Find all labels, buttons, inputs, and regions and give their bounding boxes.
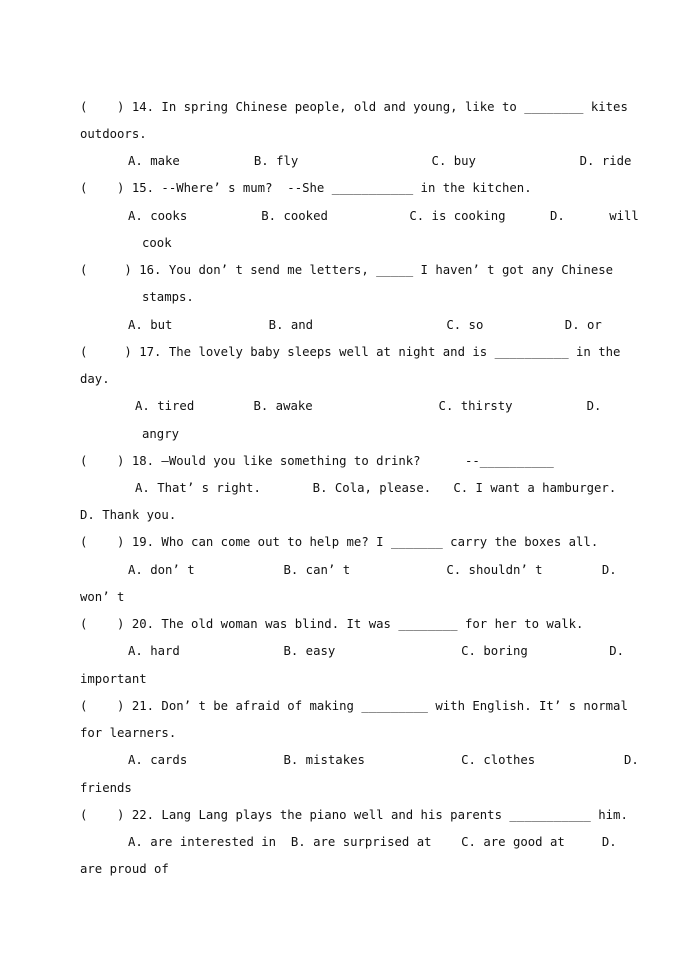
q18-options-cont: D. Thank you. <box>80 508 177 522</box>
q19-options: A. don’ t B. can’ t C. shouldn’ t D. <box>128 563 617 577</box>
q20-options-cont: important <box>80 672 147 686</box>
q16-options: A. but B. and C. so D. or <box>128 318 602 332</box>
q17-stem: ( ) 17. The lovely baby sleeps well at night and is __________ in the <box>80 345 621 359</box>
q14-stem: ( ) 14. In spring Chinese people, old and young, like to ________ kites <box>80 100 628 114</box>
q20-options: A. hard B. easy C. boring D. <box>128 644 625 658</box>
q15-options-cont: cook <box>142 236 172 250</box>
q15-options: A. cooks B. cooked C. is cooking D. will <box>128 209 639 223</box>
q18-stem: ( ) 18. –Would you like something to drink? --__________ <box>80 454 554 468</box>
q21-options-cont: friends <box>80 781 132 795</box>
q20-stem: ( ) 20. The old woman was blind. It was ________ for her to walk. <box>80 617 584 631</box>
q14-stem-cont: outdoors. <box>80 127 147 141</box>
q19-stem: ( ) 19. Who can come out to help me? I _______ carry the boxes all. <box>80 535 599 549</box>
q22-options: A. are interested in B. are surprised at C. are good at D. <box>128 835 617 849</box>
q21-stem: ( ) 21. Don’ t be afraid of making _________ with English. It’ s normal <box>80 699 628 713</box>
q17-options-cont: angry <box>142 427 180 441</box>
q22-stem: ( ) 22. Lang Lang plays the piano well and his parents ___________ him. <box>80 808 628 822</box>
q22-options-cont: are proud of <box>80 862 169 876</box>
q17-options: A. tired B. awake C. thirsty D. <box>135 399 602 413</box>
q19-options-cont: won’ t <box>80 590 125 604</box>
q16-stem-cont: stamps. <box>142 290 194 304</box>
q15-stem: ( ) 15. --Where’ s mum? --She ___________ in the kitchen. <box>80 181 532 195</box>
q17-stem-cont: day. <box>80 372 110 386</box>
q16-stem: ( ) 16. You don’ t send me letters, _____ I haven’ t got any Chinese <box>80 263 614 277</box>
q21-options: A. cards B. mistakes C. clothes D. <box>128 753 639 767</box>
q18-options: A. That’ s right. B. Cola, please. C. I want a hamburger. <box>135 481 617 495</box>
q14-options: A. make B. fly C. buy D. ride <box>128 154 632 168</box>
q21-stem-cont: for learners. <box>80 726 177 740</box>
